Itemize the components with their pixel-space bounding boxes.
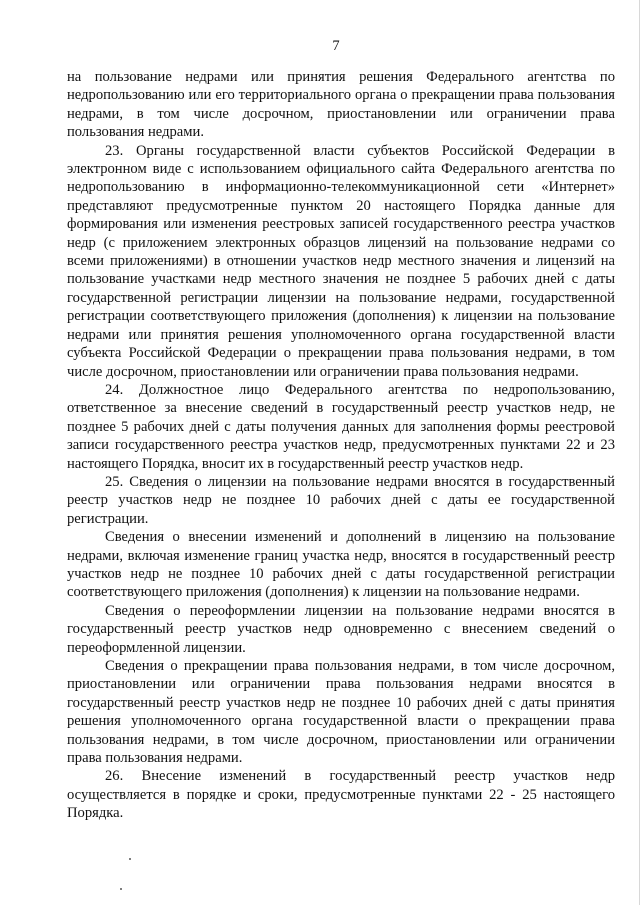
paragraph-item-25: 25. Сведения о лицензии на пользование недрами вносятся в государственный реестр участков недр не позднее 10 рабочих дней с даты ее государственной регистрации. <box>67 473 615 527</box>
scan-speck <box>129 858 131 860</box>
paragraph-item-24: 24. Должностное лицо Федерального агентства по недропользованию, ответственное за внесение сведений в государственный реестр участков недр, не позднее 5 рабочих дней с даты получения данных для заполнения формы реестровой записи государственного реестра участков недр, предусмотренных пунктами 22 и 23 настоящего Порядка, вносит их в государственный реестр участков недр. <box>67 381 615 472</box>
paragraph-reissue: Сведения о переоформлении лицензии на пользование недрами вносятся в государственный реестр участков недр одновременно с внесением сведений о переоформленной лицензии. <box>67 602 615 656</box>
paragraph-termination: Сведения о прекращении права пользования недрами, в том числе досрочном, приостановлении или ограничении права пользования недрами вносятся в государственный реестр участков недр не позднее 10 рабочих дней с даты принятия решения уполномоченного органа государственной власти о прекращении права пользования недрами, в том числе досрочном, приостановлении или ограничении права пользования недрами. <box>67 658 615 767</box>
document-body <box>67 68 615 823</box>
scan-speck <box>120 888 122 890</box>
paragraph-item-23: 23. Органы государственной власти субъектов Российской Федерации в электронном виде с использованием официального сайта Федерального агентства по недропользованию в информационно-телекоммуникационной сети «Интернет» представляют предусмотренные пунктом 20 настоящего Порядка данные для формирования или изменения реестровых записей государственного реестра участков недр (с приложением электронных образцов лицензий на пользование недрами со всеми приложениями) в отношении участков недр местного значения и лицензий на пользование участками недр местного значения не позднее 5 рабочих дней с даты государственной регистрации лицензии на пользование недрами, государственной регистрации соответствующего приложения (дополнения) к лицензии на пользование недрами или принятия решения уполномоченного органа государственной власти субъекта Российской Федерации о прекращении права пользования недрами, в том числе досрочном, приостановлении или ограничении права пользования недрами. <box>67 142 615 380</box>
page-number: 7 <box>332 38 340 54</box>
paragraph-item-26: 26. Внесение изменений в государственный реестр участков недр осуществляется в порядке и сроки, предусмотренные пунктами 22 - 25 настоящего Порядка. <box>67 768 615 822</box>
paragraph-continuation: на пользование недрами или принятия решения Федерального агентства по недропользованию или его территориального органа о прекращении права пользования недрами, в том числе досрочном, приостановлении или ограничении права пользования недрами. <box>67 69 615 141</box>
paragraph-amendments: Сведения о внесении изменений и дополнений в лицензию на пользование недрами, включая изменение границ участка недр, вносятся в государственный реестр участков недр не позднее 10 рабочих дней с даты государственной регистрации соответствующего приложения (дополнения) к лицензии на пользование недрами. <box>67 529 615 601</box>
